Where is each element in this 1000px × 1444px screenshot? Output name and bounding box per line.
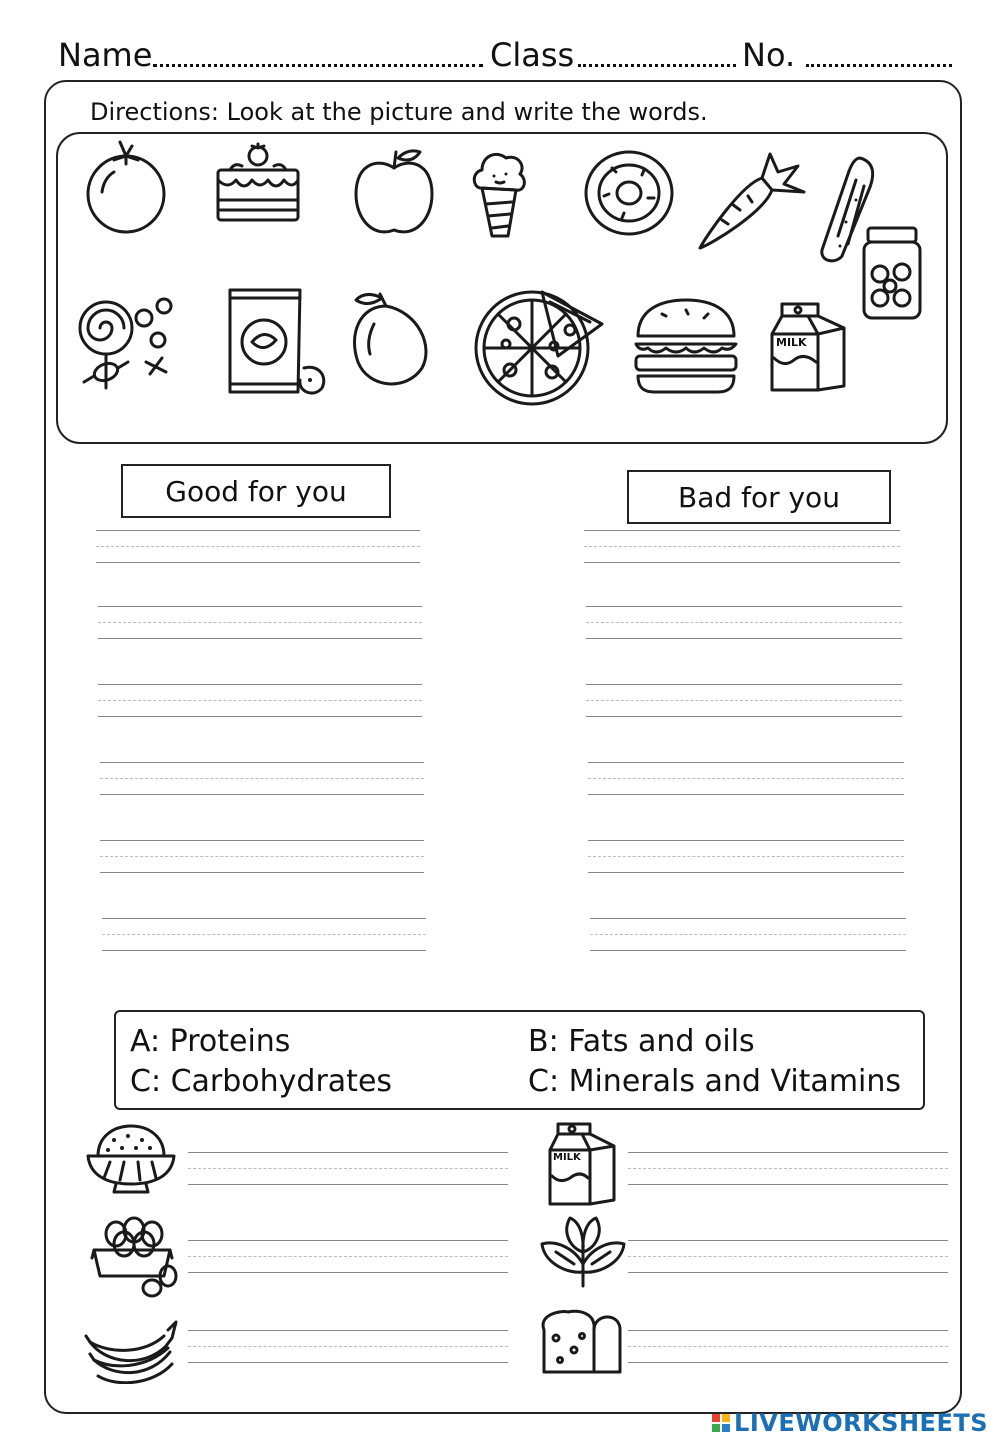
- burger-icon: [632, 296, 740, 394]
- milk-label-2: MILK: [553, 1152, 581, 1163]
- name-label: Name: [58, 36, 153, 74]
- carrot-icon: [692, 144, 810, 256]
- brand-name: LIVEWORKSHEETS: [734, 1409, 988, 1437]
- apple-icon: [350, 144, 438, 240]
- milk-carton-icon: [768, 298, 848, 394]
- name-field[interactable]: [153, 64, 483, 67]
- nutrient-key-box: [114, 1010, 925, 1110]
- banana-icon: [84, 1312, 180, 1384]
- cake-icon: [212, 140, 304, 224]
- good-for-you-label: Good for you: [121, 464, 391, 518]
- directions-text: Directions: Look at the picture and write the words.: [90, 98, 708, 126]
- milk-carton-icon-2: [546, 1120, 618, 1208]
- worksheet-header: [58, 36, 958, 80]
- cookie-jar-icon: [858, 222, 926, 322]
- liveworksheets-logo: [712, 1408, 988, 1438]
- brand-mark-icon: [712, 1414, 730, 1432]
- number-field[interactable]: [806, 64, 952, 67]
- chips-icon: [222, 284, 332, 400]
- milk-label: MILK: [776, 336, 807, 349]
- nutrient-c2: C: Minerals and Vitamins: [528, 1064, 902, 1099]
- eggs-icon: [88, 1214, 180, 1298]
- pizza-icon: [470, 282, 608, 412]
- class-field[interactable]: [578, 64, 736, 67]
- nutrient-a: A: Proteins: [130, 1024, 291, 1059]
- class-label: Class: [490, 36, 575, 74]
- tomato-icon: [80, 134, 172, 234]
- bread-icon: [538, 1308, 624, 1376]
- rice-bowl-icon: [84, 1122, 178, 1194]
- nutrient-b: B: Fats and oils: [528, 1024, 755, 1059]
- bad-for-you-label: Bad for you: [627, 470, 891, 524]
- number-label: No.: [742, 36, 796, 74]
- donut-icon: [582, 148, 676, 238]
- nutrient-c1: C: Carbohydrates: [130, 1064, 393, 1099]
- spinach-icon: [536, 1212, 630, 1290]
- ice-cream-icon: [470, 144, 528, 240]
- mango-icon: [344, 288, 436, 392]
- candy-icon: [76, 292, 182, 392]
